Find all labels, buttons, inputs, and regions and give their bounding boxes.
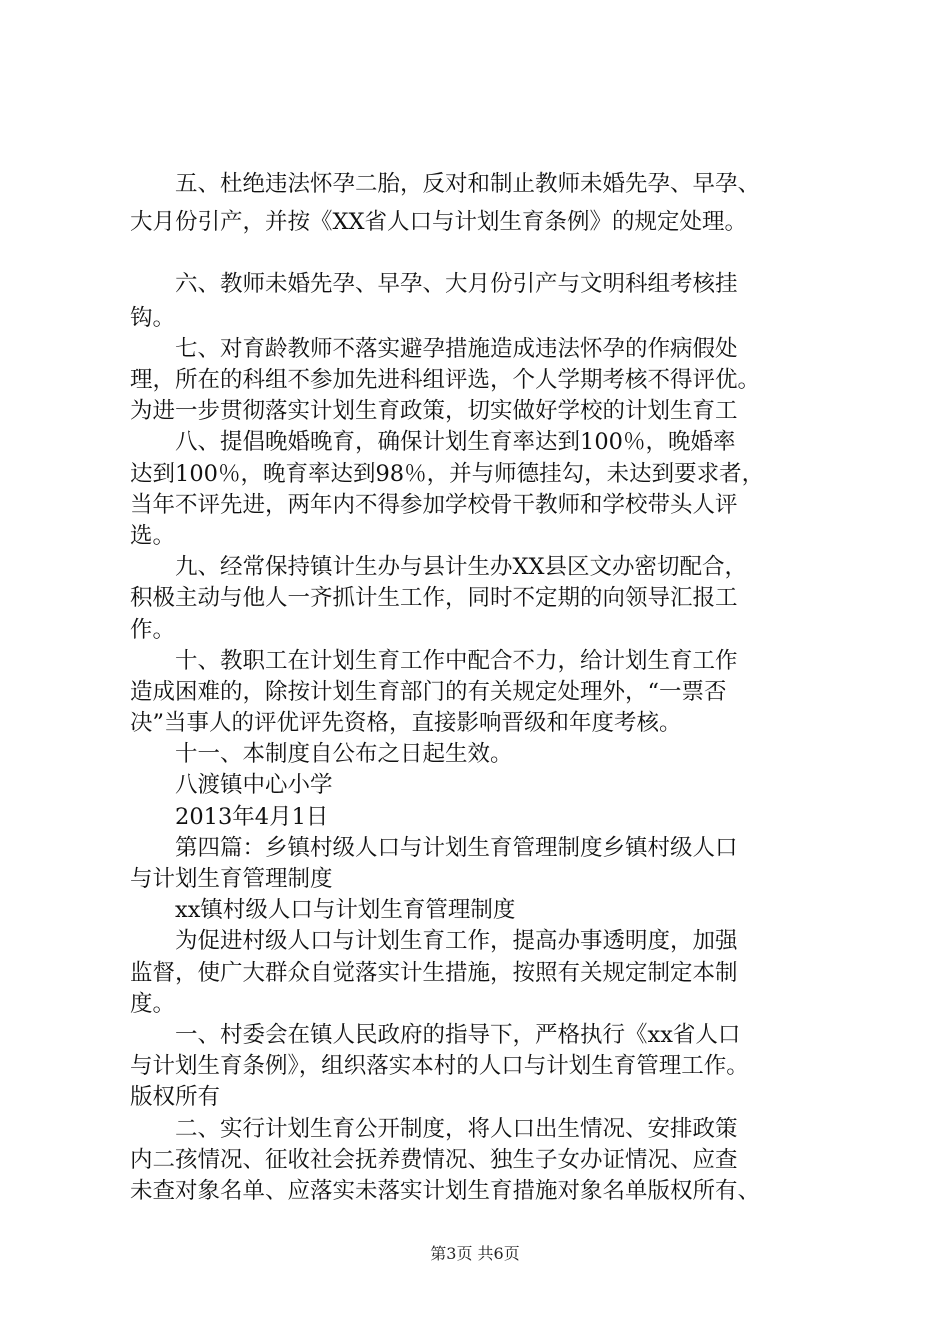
paragraph-line: 大月份引产，并按《XX省人口与计划生育条例》的规定处理。 [130,209,748,235]
paragraph-line: 为进一步贯彻落实计划生育政策，切实做好学校的计划生育工 [130,398,738,424]
paragraph-line: 决”当事人的评优评先资格，直接影响晋级和年度考核。 [130,710,682,736]
page-footer: 第3页 共6页 [430,1244,520,1263]
paragraph-line: 选。 [130,523,176,549]
paragraph-line: 十一、本制度自公布之日起生效。 [130,741,513,767]
paragraph-line: 作。 [130,617,176,643]
paragraph-line: 达到100％，晚育率达到98％，并与师德挂勾，未达到要求者， [130,461,765,487]
paragraph-line: 内二孩情况、征收社会抚养费情况、独生子女办证情况、应查 [130,1147,738,1173]
paragraph-line: 积极主动与他人一齐抓计生工作，同时不定期的向领导汇报工 [130,585,738,611]
paragraph-line: 一、村委会在镇人民政府的指导下，严格执行《xx省人口 [130,1022,741,1048]
paragraph-line: 八、提倡晚婚晚育，确保计划生育率达到100％，晚婚率 [130,429,736,455]
section-heading: 第四篇：乡镇村级人口与计划生育管理制度乡镇村级人口 [130,835,738,861]
signature-organization: 八渡镇中心小学 [130,772,333,798]
paragraph-line: 与计划生育条例》，组织落实本村的人口与计划生育管理工作。 [130,1053,749,1079]
paragraph-line: 七、对育龄教师不落实避孕措施造成违法怀孕的作病假处 [130,336,738,362]
paragraph-line: 九、经常保持镇计生办与县计生办XX县区文办密切配合， [130,554,748,580]
paragraph-line: 造成困难的，除按计划生育部门的有关规定处理外，“一票否 [130,679,727,705]
paragraph-line: 理，所在的科组不参加先进科组评选，个人学期考核不得评优。 [130,367,761,393]
document-title: xx镇村级人口与计划生育管理制度 [130,897,516,923]
paragraph-line: 为促进村级人口与计划生育工作，提高办事透明度，加强 [130,928,738,954]
paragraph-line: 钩。 [130,305,176,331]
section-heading: 与计划生育管理制度 [130,866,333,892]
signature-date: 2013年4月1日 [130,804,329,830]
paragraph-line: 当年不评先进，两年内不得参加学校骨干教师和学校带头人评 [130,492,738,518]
paragraph-line: 监督，使广大群众自觉落实计生措施，按照有关规定制定本制 [130,960,738,986]
paragraph-line: 五、杜绝违法怀孕二胎，反对和制止教师未婚先孕、早孕、 [130,171,761,197]
paragraph-line: 十、教职工在计划生育工作中配合不力，给计划生育工作 [130,648,738,674]
paragraph-line: 度。 [130,991,176,1017]
paragraph-line: 版权所有 [130,1084,221,1110]
paragraph-line: 六、教师未婚先孕、早孕、大月份引产与文明科组考核挂 [130,271,738,297]
paragraph-line: 未查对象名单、应落实未落实计划生育措施对象名单版权所有、 [130,1178,761,1204]
paragraph-line: 二、实行计划生育公开制度，将人口出生情况、安排政策 [130,1116,738,1142]
